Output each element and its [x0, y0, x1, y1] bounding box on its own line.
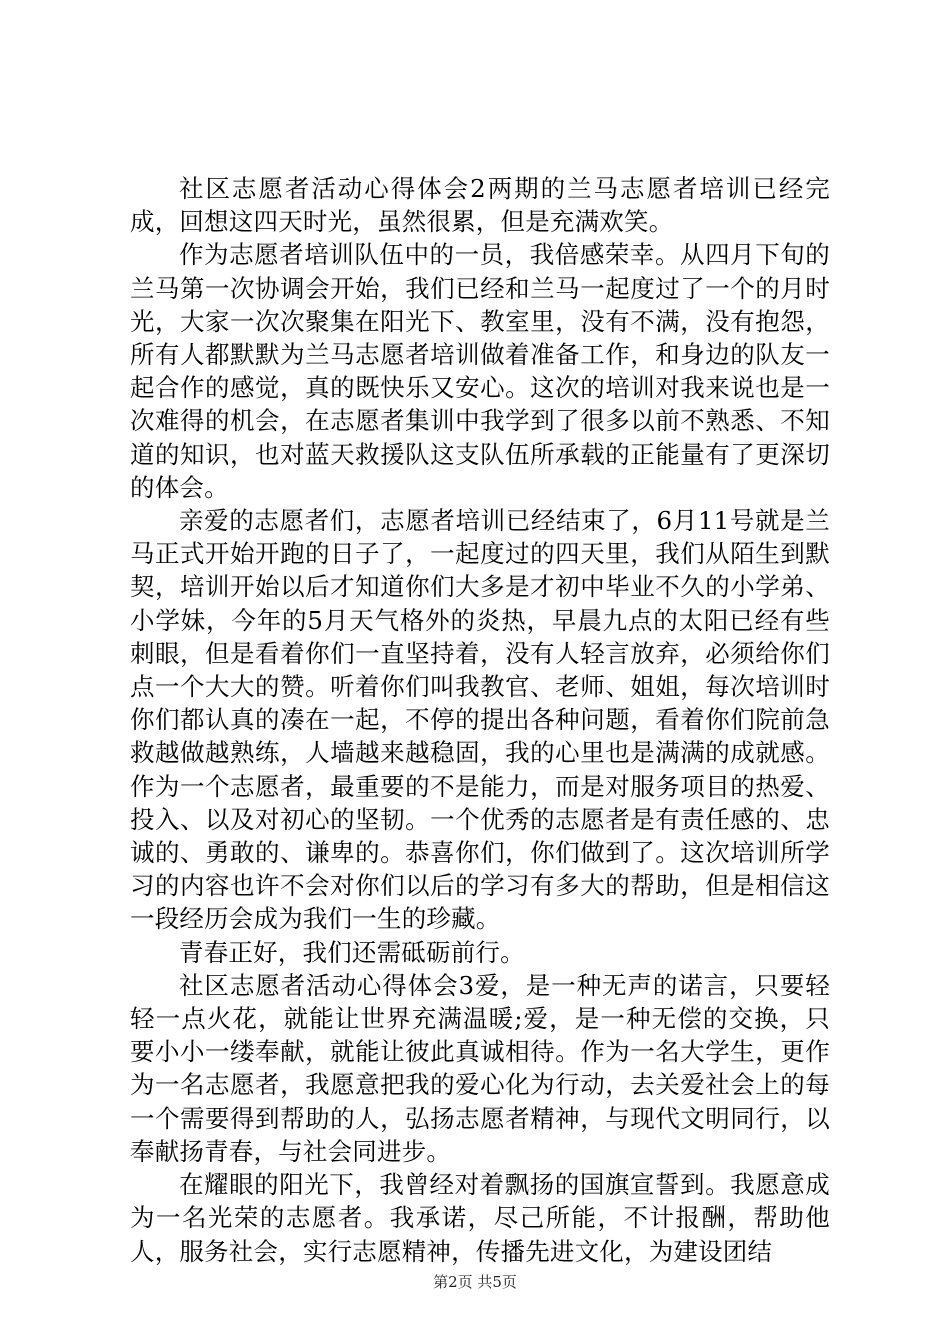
paragraph-5: 社区志愿者活动心得体会3爱，是一种无声的诺言，只要轻轻一点火花，就能让世界充满温暖;爱，是一种无偿的交换，只要小小一缕奉献，就能让彼此真诚相待。作为一名大学生，更作为一名志愿者，我愿意把我的爱心化为行动，去关爱社会上的每一个需要得到帮助的人，弘扬志愿者精神，与现代文明同行，以奉献扬青春，与社会同进步。	[130, 970, 830, 1166]
paragraph-3: 亲爱的志愿者们，志愿者培训已经结束了，6月11号就是兰马正式开始开跑的日子了，一起度过的四天里，我们从陌生到默契，培训开始以后才知道你们大多是才初中毕业不久的小学弟、小学妹，今年的5月天气格外的炎热，早晨九点的太阳已经有些刺眼，但是看着你们一直坚持着，没有人轻言放弃，必须给你们点一个大大的赞。听着你们叫我教官、老师、姐姐，每次培训时你们都认真的凑在一起，不停的提出各种问题，看着你们院前急救越做越熟练，人墙越来越稳固，我的心里也是满满的成就感。作为一个志愿者，最重要的不是能力，而是对服务项目的热爱、投入、以及对初心的坚韧。一个优秀的志愿者是有责任感的、忠诚的、勇敢的、谦卑的。恭喜你们，你们做到了。这次培训所学习的内容也许不会对你们以后的学习有多大的帮助，但是相信这一段经历会成为我们一生的珍藏。	[130, 506, 830, 934]
paragraph-6: 在耀眼的阳光下，我曾经对着飘扬的国旗宣誓到。我愿意成为一名光荣的志愿者。我承诺，尽己所能，不计报酬，帮助他人，服务社会，实行志愿精神，传播先进文化，为建设团结	[130, 1170, 830, 1266]
document-body	[130, 172, 830, 1268]
page-number-footer: 第2页 共5页	[433, 1273, 517, 1291]
paragraph-4: 青春正好，我们还需砥砺前行。	[179, 937, 525, 967]
paragraph-2: 作为志愿者培训队伍中的一员，我倍感荣幸。从四月下旬的兰马第一次协调会开始，我们已经和兰马一起度过了一个的月时光，大家一次次聚集在阳光下、教室里，没有不满，没有抱怨，所有人都默默为兰马志愿者培训做着准备工作，和身边的队友一起合作的感觉，真的既快乐又安心。这次的培训对我来说也是一次难得的机会，在志愿者集训中我学到了很多以前不熟悉、不知道的知识，也对蓝天救援队这支队伍所承载的正能量有了更深切的体会。	[130, 240, 830, 502]
paragraph-1: 社区志愿者活动心得体会2两期的兰马志愿者培训已经完成，回想这四天时光，虽然很累，但是充满欢笑。	[130, 174, 830, 237]
